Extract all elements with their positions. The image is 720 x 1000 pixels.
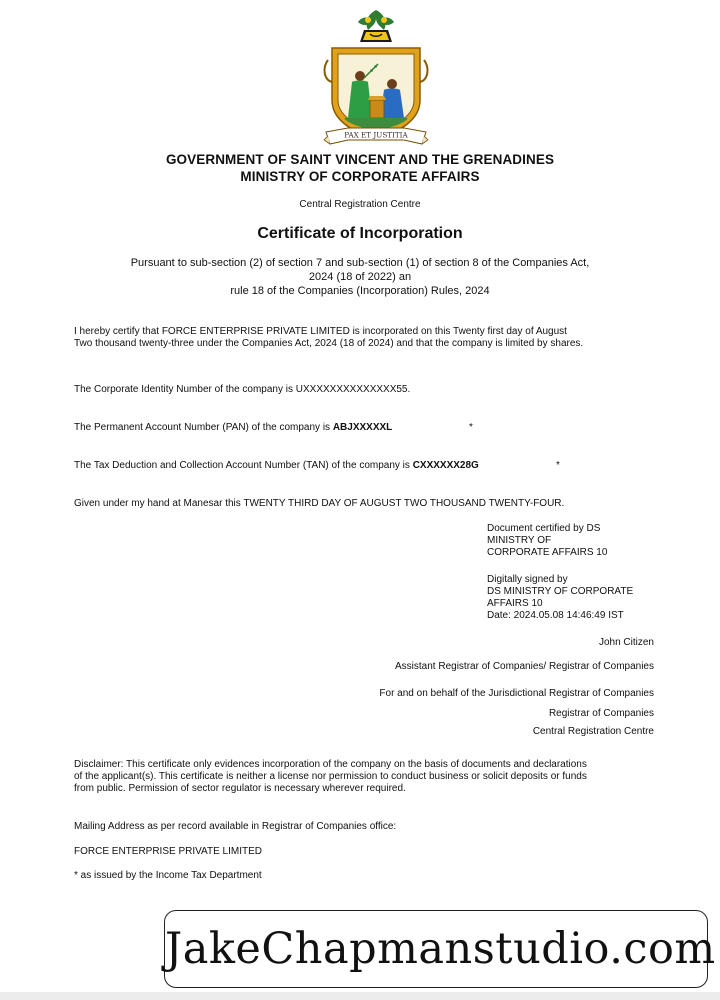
tan-statement	[74, 460, 479, 472]
registration-centre: Central Registration Centre	[299, 199, 421, 210]
pursuant-line-2: 2024 (18 of 2022) an	[308, 271, 412, 283]
crest-motto: PAX ET JUSTITIA	[344, 130, 408, 140]
tan-label: The Tax Deduction and Collection Account Number (TAN) of the company is	[74, 460, 413, 471]
cin-statement: The Corporate Identity Number of the company is UXXXXXXXXXXXXXX55.	[74, 384, 411, 395]
pan-statement	[74, 422, 392, 434]
digitally-signed-line-1: Digitally signed by	[487, 574, 568, 585]
doc-certified-line-2: MINISTRY OF	[487, 535, 552, 546]
mailing-address-label: Mailing Address as per record available in Registrar of Companies office:	[74, 821, 397, 832]
pursuant-line-1: Pursuant to sub-section (2) of section 7 and sub-section (1) of section 8 of the Companies Act,	[130, 257, 590, 269]
registrar-line: Registrar of Companies	[548, 708, 654, 719]
signatory-name: John Citizen	[598, 637, 654, 648]
government-title: GOVERNMENT OF SAINT VINCENT AND THE GRENADINES	[165, 152, 555, 167]
income-tax-note: * as issued by the Income Tax Department	[74, 870, 262, 881]
page-bottom-bar	[0, 992, 720, 1000]
certificate-title: Certificate of Incorporation	[257, 225, 463, 242]
company-name: FORCE ENTERPRISE PRIVATE LIMITED	[74, 846, 262, 857]
certify-line-1: I hereby certify that FORCE ENTERPRISE PRIVATE LIMITED is incorporated on this Twenty first day of August	[74, 326, 567, 337]
disclaimer-line-3: from public. Permission of sector regulator is necessary wherever required.	[74, 783, 406, 794]
watermark-box	[164, 910, 716, 988]
coat-of-arms-icon	[318, 8, 434, 148]
given-statement: Given under my hand at Manesar this TWENTY THIRD DAY OF AUGUST TWO THOUSAND TWENTY-FOUR.	[74, 498, 565, 509]
digitally-signed-line-2: DS MINISTRY OF CORPORATE	[487, 586, 634, 597]
tan-value: CXXXXXX28G	[412, 460, 479, 471]
pursuant-line-3: rule 18 of the Companies (Incorporation) Rules, 2024	[230, 285, 490, 297]
signatory-role: Assistant Registrar of Companies/ Registrar of Companies	[395, 661, 654, 672]
doc-certified-line-3: CORPORATE AFFAIRS 10	[487, 547, 608, 558]
watermark-text: JakeChapmanstudio.com	[165, 924, 716, 974]
pan-asterisk: *	[469, 422, 473, 433]
disclaimer-line-1: Disclaimer: This certificate only evidences incorporation of the company on the basis of documents and declarations	[74, 759, 587, 770]
digitally-signed-date: Date: 2024.05.08 14:46:49 IST	[487, 610, 624, 621]
pan-value: ABJXXXXXL	[332, 422, 393, 433]
pan-label: The Permanent Account Number (PAN) of the company is	[74, 422, 333, 433]
certify-line-2: Two thousand twenty-three under the Companies Act, 2024 (18 of 2024) and that the company is limited by shares.	[74, 338, 584, 349]
on-behalf-line: For and on behalf of the Jurisdictional Registrar of Companies	[379, 688, 654, 699]
ministry-title: MINISTRY OF CORPORATE AFFAIRS	[240, 169, 480, 184]
doc-certified-line-1: Document certified by DS	[487, 523, 601, 534]
registration-centre-line: Central Registration Centre	[532, 726, 654, 737]
tan-asterisk: *	[556, 460, 560, 471]
disclaimer-line-2: of the applicant(s). This certificate is neither a license nor permission to conduct business or solicit deposits or funds	[74, 771, 587, 782]
digitally-signed-line-3: AFFAIRS 10	[487, 598, 543, 609]
